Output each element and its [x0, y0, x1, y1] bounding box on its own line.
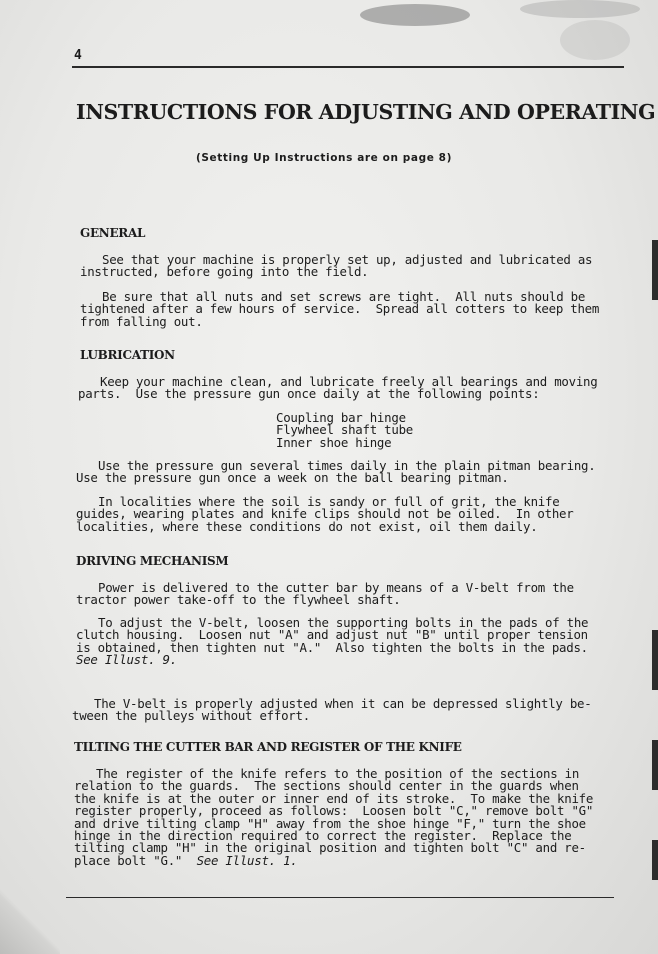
text-line: is obtained, then tighten nut "A." Also tighten the bolts in the pads. [76, 639, 588, 655]
text-fragment: place bolt "G." [74, 852, 183, 868]
list-item: Coupling bar hinge [276, 410, 406, 425]
text-line: To adjust the V-belt, loosen the supporting bolts in the pads of the [98, 615, 589, 630]
footer-rule [66, 897, 614, 898]
section-heading-general: GENERAL [80, 226, 146, 240]
lubrication-paragraph-3 [76, 496, 573, 533]
driving-paragraph-3 [72, 698, 591, 723]
paper-stain [560, 20, 630, 60]
text-line: The register of the knife refers to the position of the sections in [96, 766, 580, 781]
text-line: The V-belt is properly adjusted when it can be depressed slightly be- [94, 696, 592, 711]
page-edge-shadow [652, 740, 658, 790]
text-line: the knife is at the outer or inner end of its stroke. To make the knife [74, 790, 594, 806]
text-line: Power is delivered to the cutter bar by means of a V-belt from the [98, 580, 574, 595]
text-line: instructed, before going into the field. [80, 264, 369, 280]
text-line: hinge in the direction required to correct the register. Replace the [74, 828, 572, 844]
text-line: tween the pulleys without effort. [72, 708, 310, 724]
page-title: INSTRUCTIONS FOR ADJUSTING AND OPERATING [76, 100, 656, 124]
paper-stain [520, 0, 640, 18]
text-line: tractor power take-off to the flywheel shaft. [76, 592, 401, 608]
text-line: guides, wearing plates and knife clips should not be oiled. In other [76, 506, 574, 522]
page-edge-shadow [652, 840, 658, 880]
text-line: relation to the guards. The sections should center in the guards when [74, 778, 579, 794]
text-line: See that your machine is properly set up, adjusted and lubricated as [102, 252, 593, 267]
list-item: Inner shoe hinge [276, 434, 392, 450]
ink-smudge [360, 4, 470, 26]
text-line: tightened after a few hours of service. Spread all cotters to keep them [80, 301, 600, 317]
text-line: In localities where the soil is sandy or full of grit, the knife [98, 494, 560, 509]
section-heading-lubrication: LUBRICATION [80, 348, 175, 362]
text-line: and drive tilting clamp "H" away from the shoe hinge "F," turn the shoe [74, 815, 586, 831]
header-rule [72, 66, 624, 68]
text-line: clutch housing. Loosen nut "A" and adjust nut "B" until proper tension [76, 627, 588, 643]
folded-corner [0, 884, 60, 954]
text-line: Keep your machine clean, and lubricate freely all bearings and moving [100, 374, 598, 389]
text-line: Be sure that all nuts and set screws are tight. All nuts should be [102, 289, 586, 304]
lubrication-paragraph-2 [76, 460, 595, 485]
page-number: 4 [74, 48, 82, 63]
text-line: Use the pressure gun several times daily in the plain pitman bearing. [98, 458, 596, 473]
text-line [74, 852, 593, 868]
list-item: Flywheel shaft tube [276, 422, 413, 438]
general-paragraph-2 [80, 291, 599, 328]
tilting-paragraph-1 [74, 768, 593, 867]
driving-paragraph-2 [76, 617, 588, 667]
text-line: register properly, proceed as follows: Loosen bolt "C," remove bolt "G" [74, 803, 594, 819]
page-edge-shadow [652, 240, 658, 300]
page-subtitle: (Setting Up Instructions are on page 8) [196, 152, 452, 164]
text-line: tilting clamp "H" in the original position and tighten bolt "C" and re- [74, 840, 586, 856]
illustration-reference: See Illust. 1. [196, 852, 298, 868]
driving-paragraph-1 [76, 582, 574, 607]
section-heading-driving-mechanism: DRIVING MECHANISM [76, 554, 229, 568]
page-edge-shadow [652, 630, 658, 690]
text-line: Use the pressure gun once a week on the ball bearing pitman. [76, 470, 509, 486]
general-paragraph-1 [80, 254, 592, 279]
text-line: parts. Use the pressure gun once daily at the following points: [78, 386, 540, 402]
text-line: from falling out. [80, 313, 203, 329]
lubrication-points-list [276, 412, 413, 449]
text-line: localities, where these conditions do not exist, oil them daily. [76, 518, 538, 534]
section-heading-tilting: TILTING THE CUTTER BAR AND REGISTER OF THE KNIFE [74, 740, 462, 754]
illustration-reference: See Illust. 9. [76, 652, 177, 668]
lubrication-paragraph-1 [78, 376, 597, 401]
